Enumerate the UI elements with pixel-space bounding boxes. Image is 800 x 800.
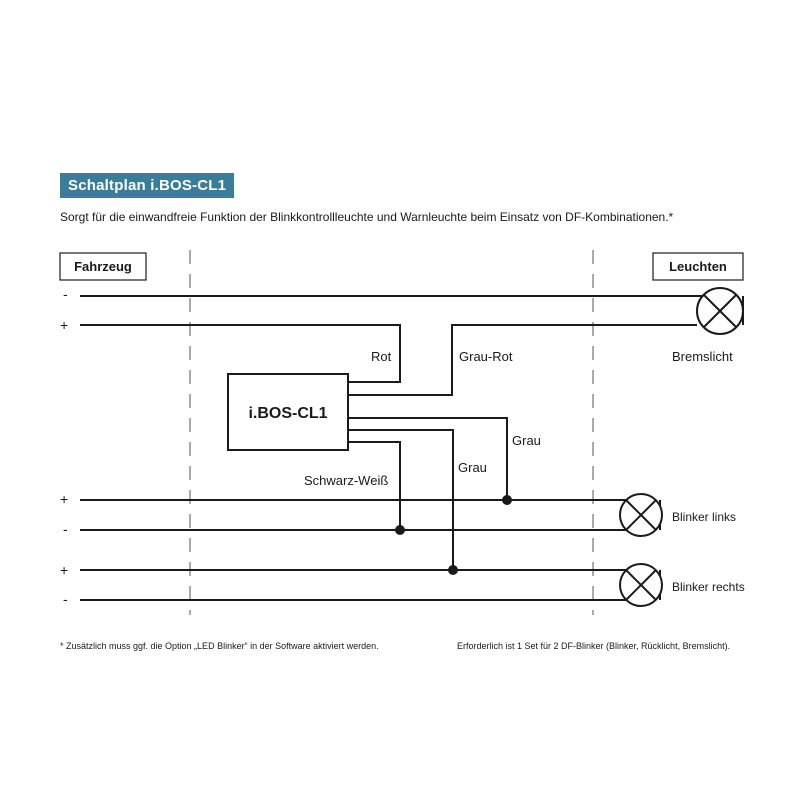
lamp-right-icon — [620, 564, 662, 606]
junction-schwarz-weiss — [395, 525, 405, 535]
footnote-set-requirement: Erforderlich ist 1 Set für 2 DF-Blinker (Blinker, Rücklicht, Bremslicht). — [457, 641, 731, 651]
module-label: i.BOS-CL1 — [248, 405, 328, 422]
polarity-brake-minus: - — [63, 286, 68, 302]
label-grau-2: Grau — [458, 460, 487, 475]
polarity-right-minus: - — [63, 591, 68, 607]
lamp-brake-icon — [697, 288, 743, 334]
label-blinker-rechts: Blinker rechts — [672, 580, 745, 594]
label-blinker-links: Blinker links — [672, 510, 737, 524]
lamp-left-icon — [620, 494, 662, 536]
label-rot: Rot — [371, 349, 392, 364]
label-schwarz-weiss: Schwarz-Weiß — [304, 473, 389, 488]
footnote-led-option: * Zusätzlich muss ggf. die Option „LED Blinker“ in der Software aktiviert werden. — [60, 641, 379, 651]
label-grau-1: Grau — [512, 433, 541, 448]
diagram-subtitle: Sorgt für die einwandfreie Funktion der Blinkkontrollleuchte und Warnleuchte beim Einsatz von DF-Kombinationen.* — [60, 210, 674, 224]
polarity-left-minus: - — [63, 521, 68, 537]
diagram-title: Schaltplan i.BOS-CL1 — [60, 173, 234, 198]
fahrzeug-label: Fahrzeug — [74, 259, 132, 274]
leuchten-label: Leuchten — [669, 259, 727, 274]
label-bremslicht: Bremslicht — [672, 349, 733, 364]
junction-grau-right — [448, 565, 458, 575]
polarity-brake-plus: + — [60, 317, 69, 333]
label-grau-rot: Grau-Rot — [459, 349, 513, 364]
polarity-right-plus: + — [60, 562, 69, 578]
junction-grau-left — [502, 495, 512, 505]
polarity-left-plus: + — [60, 491, 69, 507]
